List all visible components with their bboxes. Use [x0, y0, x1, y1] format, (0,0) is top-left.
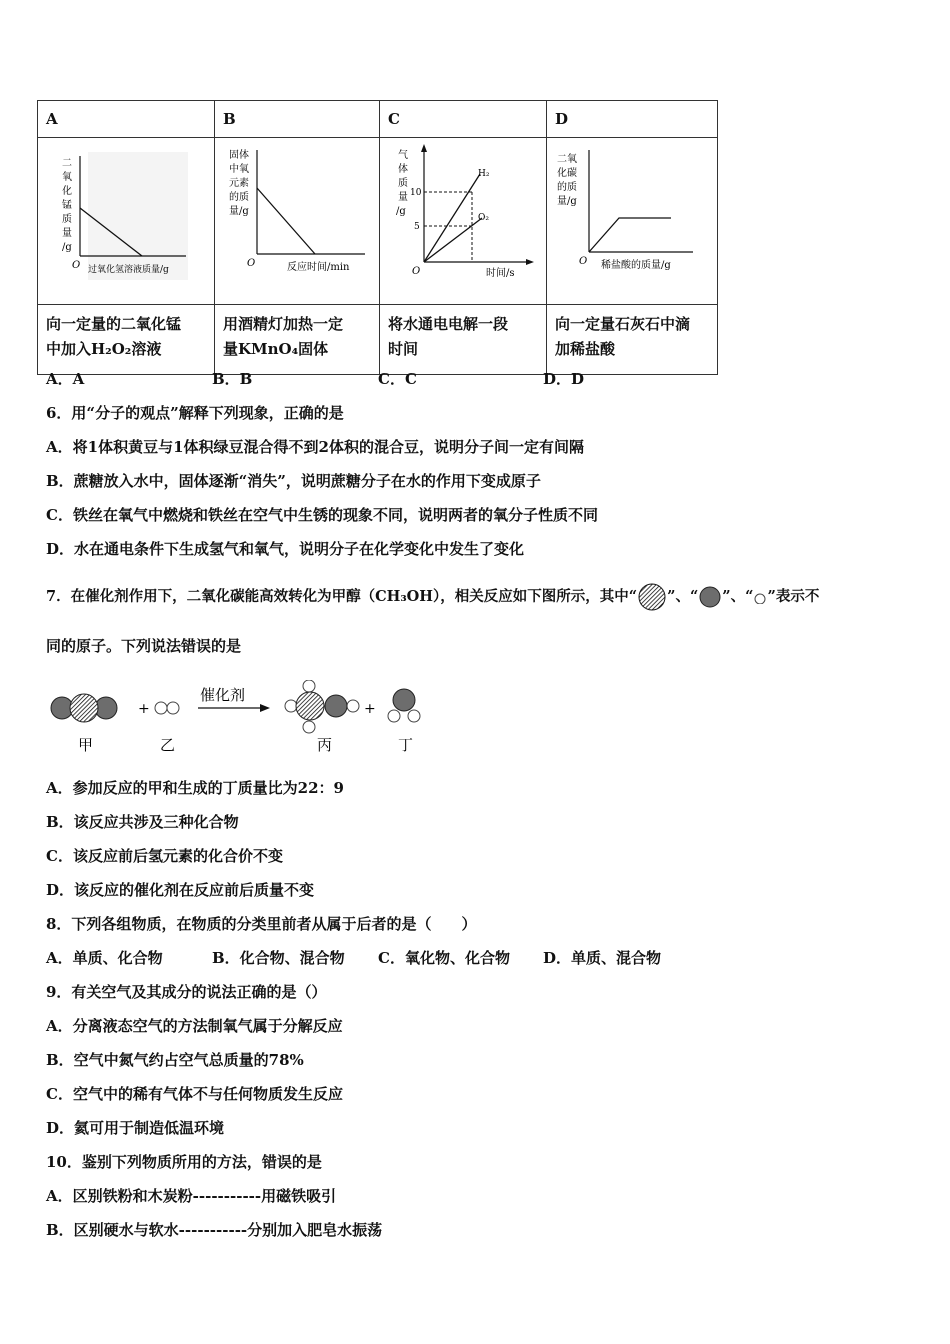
- graph-b: [215, 138, 379, 300]
- svg-text:体: 体: [398, 164, 408, 175]
- molecule-jia: [51, 694, 117, 722]
- svg-text:气: 气: [398, 150, 408, 161]
- graph-c-ylabel: [396, 149, 408, 217]
- q7-option-d: D．该反应的催化剂在反应前后质量不变: [46, 881, 315, 899]
- svg-text:甲: 甲: [78, 736, 94, 754]
- q7-stem-continued: 同的原子。下列说法错误的是: [46, 637, 242, 655]
- q7-option-b: B．该反应共涉及三种化合物: [46, 813, 239, 831]
- graph-d: [547, 138, 717, 300]
- svg-text:的质: 的质: [557, 182, 577, 193]
- desc-b: 用酒精灯加热一定 量KMnO₄固体: [215, 305, 380, 375]
- q9-option-b: B．空气中氮气约占空气总质量的78%: [46, 1051, 304, 1069]
- reaction-diagram: [40, 680, 440, 760]
- q10-option-b: B．区别硬水与软水-----------分别加入肥皂水振荡: [46, 1221, 383, 1239]
- graph-b-origin: O: [247, 258, 256, 269]
- header-b: B: [215, 101, 380, 138]
- graph-d-line: [589, 218, 671, 252]
- graph-c-origin: O: [412, 266, 421, 277]
- grey-atom-icon: [698, 585, 722, 609]
- graph-c-h2-label: H₂: [478, 169, 490, 179]
- svg-text:量/g: 量/g: [557, 196, 577, 207]
- svg-text:/g: /g: [396, 206, 406, 217]
- q9-option-d: D．氦可用于制造低温环境: [46, 1119, 225, 1137]
- graph-d-cell: [547, 138, 718, 305]
- graph-a-origin: O: [72, 260, 81, 271]
- catalyst-label: 催化剂: [200, 686, 246, 704]
- q7-option-a: A．参加反应的甲和生成的丁质量比为22：9: [46, 779, 344, 797]
- graph-d-ylabel: [557, 152, 577, 207]
- svg-text:固体: 固体: [229, 150, 249, 161]
- q9-option-c: C．空气中的稀有气体不与任何物质发生反应: [46, 1085, 343, 1103]
- graph-c-o2-line: [424, 218, 482, 262]
- plus-sign-1: +: [138, 701, 150, 717]
- q5-option-d: D．D: [543, 370, 585, 388]
- svg-text:丁: 丁: [398, 736, 414, 754]
- graph-b-cell: [215, 138, 380, 305]
- graph-c-tick-5: 5: [414, 222, 420, 232]
- svg-text:化: 化: [62, 186, 72, 197]
- molecule-ding: [388, 689, 420, 722]
- q5-option-c: C．C: [378, 370, 417, 388]
- graph-table: [37, 100, 718, 375]
- graph-b-ylabel: [229, 148, 249, 217]
- q6-option-c: C．铁丝在氧气中燃烧和铁丝在空气中生锈的现象不同，说明两者的氧分子性质不同: [46, 506, 598, 524]
- svg-text:质: 质: [62, 214, 72, 225]
- q7-stem: 7．在催化剂作用下，二氧化碳能高效转化为甲醇（CH₃OH），相关反应如下图所示，其中“ ”、“ ”、“ ”表示不: [46, 582, 819, 612]
- svg-text:元素: 元素: [229, 178, 249, 189]
- desc-a: 向一定量的二氧化锰 中加入H₂O₂溶液: [38, 305, 215, 375]
- svg-text:量/g: 量/g: [229, 206, 249, 217]
- molecule-labels: [78, 736, 413, 754]
- svg-text:丙: 丙: [317, 736, 333, 754]
- svg-text:锰: 锰: [62, 200, 72, 211]
- svg-text:/g: /g: [62, 242, 72, 253]
- header-d: D: [547, 101, 718, 138]
- desc-c: 将水通电电解一段 时间: [380, 305, 547, 375]
- q6-option-d: D．水在通电条件下生成氢气和氧气，说明分子在化学变化中发生了变化: [46, 540, 525, 558]
- graph-d-origin: O: [579, 256, 588, 267]
- svg-text:量: 量: [62, 228, 72, 239]
- svg-text:氧: 氧: [62, 172, 72, 183]
- q8-option-a: A．单质、化合物: [46, 949, 163, 967]
- svg-text:中氧: 中氧: [229, 164, 249, 175]
- q10-option-a: A．区别铁粉和木炭粉-----------用磁铁吸引: [46, 1187, 337, 1205]
- graph-a-cell: [38, 138, 215, 305]
- graph-c: [380, 138, 546, 300]
- svg-text:二氧: 二氧: [557, 154, 577, 165]
- header-c: C: [380, 101, 547, 138]
- q10-stem: 10．鉴别下列物质所用的方法，错误的是: [46, 1153, 322, 1171]
- q9-option-a: A．分离液态空气的方法制氧气属于分解反应: [46, 1017, 343, 1035]
- white-atom-icon: [753, 590, 767, 604]
- q8-option-c: C．氧化物、化合物: [378, 949, 510, 967]
- graph-b-line: [257, 188, 315, 254]
- q6-option-b: B．蔗糖放入水中，固体逐渐“消失”，说明蔗糖分子在水的作用下变成原子: [46, 472, 541, 490]
- graph-a-ylabel: [62, 158, 72, 253]
- header-a: A: [38, 101, 215, 138]
- q8-option-b: B．化合物、混合物: [212, 949, 345, 967]
- svg-text:量: 量: [398, 192, 408, 203]
- graph-c-tick-10: 10: [410, 188, 422, 198]
- graph-a-xlabel: 过氧化氢溶液质量/g: [88, 265, 169, 275]
- svg-text:的质: 的质: [229, 192, 249, 203]
- svg-text:二: 二: [62, 158, 72, 169]
- hatched-atom-icon: [637, 582, 667, 612]
- q6-stem: 6．用“分子的观点”解释下列现象，正确的是: [46, 404, 344, 422]
- q5-option-b: B．B: [212, 370, 253, 388]
- graph-d-xlabel: 稀盐酸的质量/g: [601, 260, 671, 271]
- desc-d: 向一定量石灰石中滴 加稀盐酸: [547, 305, 718, 375]
- q8-stem: 8．下列各组物质，在物质的分类里前者从属于后者的是（ ）: [46, 915, 477, 933]
- q8-option-d: D．单质、混合物: [543, 949, 662, 967]
- molecule-bing: [285, 680, 359, 733]
- svg-text:乙: 乙: [160, 736, 176, 754]
- plus-sign-2: +: [364, 701, 376, 717]
- svg-text:化碳: 化碳: [557, 168, 577, 179]
- q5-option-a: A．A: [46, 370, 85, 388]
- graph-c-xlabel: 时间/s: [486, 268, 515, 279]
- molecule-yi: [155, 702, 179, 714]
- graph-a: [38, 138, 214, 300]
- q9-stem: 9．有关空气及其成分的说法正确的是（）: [46, 983, 327, 1001]
- graph-c-o2-label: O₂: [478, 213, 489, 223]
- graph-b-xlabel: 反应时间/min: [287, 262, 350, 273]
- svg-text:质: 质: [398, 178, 408, 189]
- graph-c-cell: [380, 138, 547, 305]
- q7-option-c: C．该反应前后氢元素的化合价不变: [46, 847, 283, 865]
- q6-option-a: A．将1体积黄豆与1体积绿豆混合得不到2体积的混合豆，说明分子间一定有间隔: [46, 438, 584, 456]
